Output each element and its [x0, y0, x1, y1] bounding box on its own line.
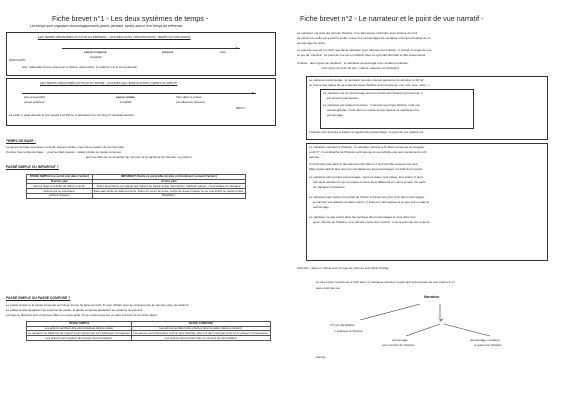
table2-header-ps: PASSÉ SIMPLE [27, 322, 132, 327]
para1-line-3: personnage du récit). [297, 41, 326, 45]
table1-header-imp: IMPARFAIT (Cadre ce qui profite de plus profondément souvent l'action) [92, 175, 245, 180]
table2-header-pc: PASSÉ COMPOSÉ [132, 322, 270, 327]
left-intro: Les temps sont organisés chronologiquement (avant, pendant, après) autour d'un temps de référence. [30, 24, 184, 28]
boxB-line-5: Mais il peut parfois faire des commentaires sur les personnages, les faits dont il parle. [309, 167, 423, 171]
left-title: Fiche brevet n°1 - Les deux systèmes de temps - [52, 14, 209, 23]
table-cell: Répétition. [92, 193, 245, 198]
diagram-line-mid-left [406, 324, 440, 336]
boxB-line-4: Il n'intervient pas dans le déroulement des faits et il récit semble souvent tout seul. [309, 162, 419, 166]
future-label: futur [220, 50, 227, 54]
table-cell: Faits sans limite de début et de fin. Action en cours de durée. Action de durée répétée ou sur une action au passé simple. [93, 188, 244, 193]
pqp-label: plus-que-parfait [24, 95, 45, 99]
present-system-heading: LES TEMPS ORGANISÉS AUTOUR DU PRÉSENT : (ANCRÉS DANS L'ÉNONCIATION, TEMPS DU DISCOURS) [38, 35, 191, 39]
table-cell: Actions qui se succèdent. [27, 189, 93, 194]
temps-base-line-3: - pour les faits qui se déroulent au moment et le narrateur les raconte : le présent [84, 155, 192, 159]
para2-line-2: un jeu de "caméra". Le point de vue est en relation avec ce qu'il sait des faits et des événements. [297, 53, 426, 57]
diagram-right-sub2: et auteur de l'histoire [474, 343, 502, 347]
past-label: passé composé [84, 50, 107, 54]
diagram-left: "il" non identifiable [330, 323, 355, 327]
table-cell: Actions ayant une limite de début et de fin. [27, 184, 93, 189]
temps-base-line-2: Il existe trois temps de base : - pour les faits passés : passé simple ou passé composé [6, 150, 121, 154]
boxA-sub2a: Le narrateur est l'auteur lui-même : il raconte sa propre histoire, c'est une [323, 103, 421, 107]
boxB-b2a: Le narrateur peut suivre une partie de l'action à travers les yeux d'un des personnages : [309, 195, 426, 199]
boxB-b2b: le point de vue adopté est alors interne. Il limite les informations à ce que voit ou sait ce [313, 200, 430, 204]
boxB-line-2: et dit "il". Il est détaché de l'histoire qu'il raconte et ne participe pas aux événements qu'il [309, 150, 427, 154]
conditionnel-label: (conditionnel présent) [176, 100, 205, 104]
table-cell: Actions uniques. [27, 193, 93, 198]
table-cell: Les actions sont présentées comme plus résultats, elles ont des prolongements sur le présent, conséquence. [133, 330, 269, 335]
table1-header-ps: PASSÉ SIMPLE (ou au fait réel dans l'action) [27, 175, 93, 180]
boxB-b1b: tout ainsi raconter ce qui se passe en deux lieux différents en même temps. On parle [313, 180, 426, 184]
table-cell: Les actions semblent plus proches dans le passé (dans le présent). [132, 326, 270, 331]
imparfait-label: imparfait [120, 100, 132, 104]
pc-line-1: Le passé simple et le passé composé sont deux temps de base du récit, ils sont utilisés pour les événements de premier plan, les actions. [6, 303, 190, 307]
futur-passe-label: futur dans le passé [176, 95, 202, 99]
para2-line-1: Le point de vue est un choix que fait le narrateur pour raconter son histoire : il choisit un angle de vue, [297, 48, 433, 52]
boxB-b1a: Le narrateur sait tout des personnages : leurs pensées, leur passé, leur avenir. Il peut [309, 175, 423, 179]
table-cell: Le narrateur se distancie par rapport à ses actions qui sont achevées et éloignées. [28, 330, 131, 335]
present-label: présent [162, 50, 173, 54]
diagram-mid-sub1: personnage [392, 338, 408, 342]
right-title: Fiche brevet n°2 - Le narrateur et le point de vue narratif - [300, 14, 484, 23]
pa-label: passé antérieur [24, 100, 45, 104]
diagram-right-sub1: personnage, narrateur [470, 338, 500, 342]
boxB-b2c: personnage. [313, 205, 330, 209]
diagram-mid-sub2: et/ou témoin de l'histoire [382, 343, 415, 347]
types-intro: Il existe - deux types de narrateur : le narrateur-personnage et le narrateur extérieur. [297, 61, 409, 65]
diagram-root: Narrateur [424, 295, 440, 299]
para1-line-1: Le narrateur est celui qui raconte l'histoire. Il ne faut pas le confondre avec l'auteur du récit [297, 31, 418, 35]
table-cell: Action secondaire par rapport aux actions au passé simple. Description, habitude passée, commentaire du narrateur. [92, 184, 245, 189]
diagram-line-left [360, 304, 420, 320]
past-example: La veille, il avait attendu le bus quand il vit Pierre. Il attendait et on lui dit qu'il viendrait demain. [9, 113, 135, 117]
boxA-sub2c: personnage. [327, 113, 344, 117]
present-example: Hier, j'attendais le bus quand j'ai vu Pierre. Aujourd'hui, il m'attend. Un le verrai demain. [22, 65, 138, 69]
diagram-line-mid-right [444, 324, 490, 336]
boxA-sub2b: autobiographie. C'est alors un même temps l'auteur, le narrateur et le [327, 108, 419, 112]
diagram-interne: interne. [316, 355, 327, 359]
pc-title: PASSÉ SIMPLE OU PASSÉ COMPOSÉ ? [6, 296, 71, 300]
recit-label: RÉCIT : [236, 106, 247, 110]
temps-base-line-1: Le temps de base sert assez au fond, avance l'action, ceux de la maison de premier plan. [6, 145, 125, 149]
boxB-line-3: raconte. [309, 155, 320, 159]
table-cell: Les actions semblent être plus lointaines dans le passé. [27, 326, 132, 331]
ps-label: passé simple [116, 95, 135, 99]
past-system-heading: LES TEMPS ORGANISÉS AUTOUR DU PASSÉ : (COUPÉS DE L'ÉNONCIATION, TEMPS DU RÉCIT) [40, 81, 178, 85]
pc-line-2: Le passé simple appartient au système du passé, le passé composé appartient au système du présent. [6, 308, 144, 312]
boxA-sub1a: Le narrateur est un personnage et/ou un témoin de l'histoire qu'il raconte, il [323, 91, 423, 95]
attention-note: Attention : dans un même récit, le type de point de vue choisi change. [297, 266, 390, 270]
boxA-sub1b: est souvent par l'auteur. [327, 96, 359, 100]
diagram-mid: "je" [438, 318, 445, 322]
boxB-line-1: Le narrateur extérieur à l'histoire : le narrateur raconte à la 3ème personne du singulier [309, 145, 425, 149]
para1-line-2: (la personne réelle qui a écrit le texte) ni avec les personnages (le narrateur n'est qu'exceptionnel un [297, 36, 431, 40]
discours-label: DISCOURS : [9, 58, 27, 62]
table1-sub-premier: Premier plan [27, 179, 93, 184]
boxB-b1c: du narrateur omniscient. [313, 185, 346, 189]
pc-line-3: Lorsque le discours sont employés dans un même texte, ils se mettent pas sur un plan à temps de la même façon : [6, 313, 159, 317]
boxA-line-1: Le narrateur-personnage : le narrateur raconte à la fois personne du singulier et dit "je" [309, 78, 425, 82]
case-line-1: Le cas à plus courant est le récit avec un narrateur extérieur à quoi qu'il soit au point de vue interne à un [316, 280, 455, 284]
types-sub: - trois types de point de vue : interne, externe et omniscient. [320, 66, 400, 70]
boxA-bottom: L'histoire est racontée à travers le regard d'un personnage : le point de vue adopté est [309, 130, 424, 134]
past-sub: imparfait [90, 54, 102, 59]
boxA-line-2: on trouve des traces de sa présence dans l'histoire qu'il raconte (je, me, moi, mes, notre...) [309, 83, 430, 87]
table-cell: Les actions sont ancrées dans le moment de l'énonciation. [132, 336, 270, 341]
arrow-icon: ▶ [236, 45, 239, 50]
ps-imp-title: PASSÉ SIMPLE OU IMPARFAIT ? [6, 165, 59, 169]
boxB-b3b: qu'en, témoin de l'histoire, une caméra posée d'un endroit : c'est le point de vue externe. [313, 220, 431, 224]
table1-sub-arriere: Arrière-plan [92, 179, 245, 184]
case-line-2: autre point de vue [316, 286, 341, 290]
boxB-b3a: Le narrateur ne pas entrer dans les pensées des personnages et n'est alors rien [309, 215, 416, 219]
arrow-icon: ▶ [252, 90, 255, 95]
diagram-left-sub: = extérieur à l'histoire [334, 329, 363, 333]
table-cell: Les actions sont coupées du moment de l'énonciation. [27, 336, 132, 341]
temps-base-title: TEMPS DE BASE : [6, 139, 36, 143]
